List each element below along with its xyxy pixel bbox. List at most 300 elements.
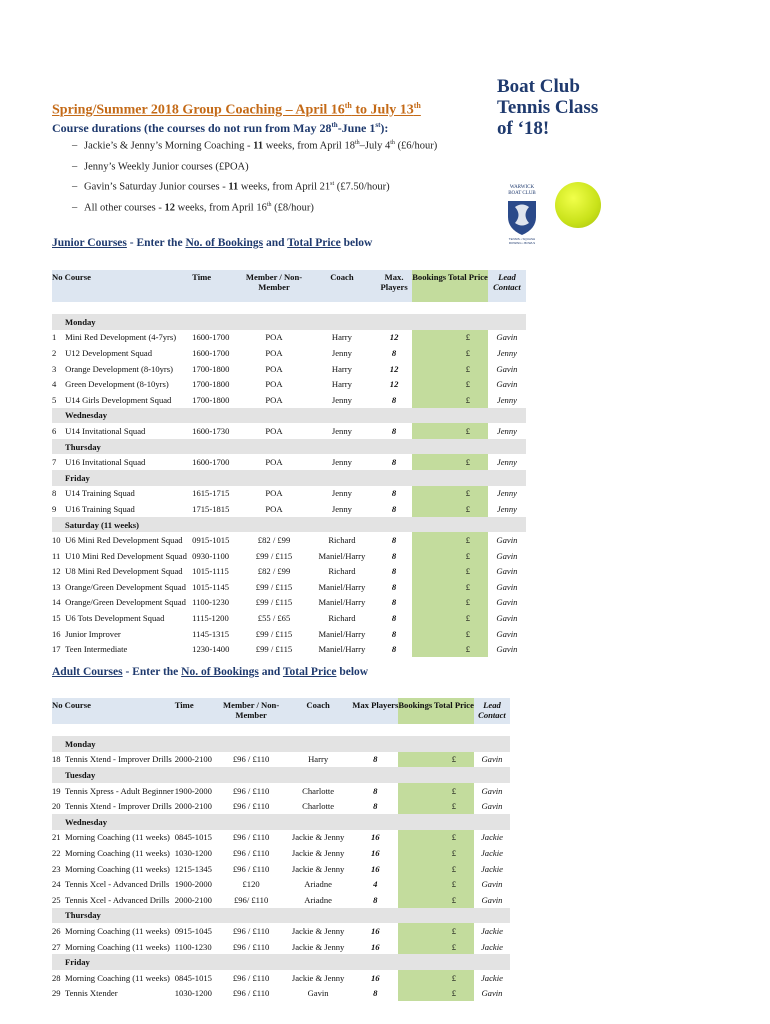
lead-contact: Jackie [480,941,503,952]
bookings-input[interactable] [398,892,434,908]
member-price: POA [265,379,283,390]
max-players: 8 [391,425,397,436]
bookings-input[interactable] [412,501,448,517]
bookings-input[interactable] [398,986,434,1002]
table-row [52,986,510,1002]
table-row [52,610,526,626]
bookings-input[interactable] [398,876,434,892]
total-price-input[interactable]: £ [448,626,488,642]
member-price: POA [265,488,283,499]
member-price: £96 / £110 [232,754,270,765]
coach-name: Jenny [331,347,352,358]
coach-name: Charlotte [302,785,335,796]
course-number: 15 [52,613,61,624]
lead-contact: Gavin [496,597,518,608]
day-header-row [52,954,510,970]
lead-contact: Jackie [480,972,503,983]
svg-text:ROWING • BOWLS: ROWING • BOWLS [508,241,536,245]
svg-text:WARWICK: WARWICK [509,185,535,190]
lead-contact: Gavin [496,613,518,624]
col-header-time: Time [192,272,212,282]
bullet-dash: – [72,140,78,151]
lead-contact: Gavin [496,644,518,655]
coach-name: Ariadne [304,879,332,890]
member-price: £96 / £110 [232,785,270,796]
course-time: 1715-1815 [192,503,230,514]
bookings-input[interactable] [412,548,448,564]
adult-courses-table [52,698,510,1001]
table-row [52,564,526,580]
course-number: 21 [52,832,61,843]
lead-contact: Gavin [481,801,503,812]
coach-name: Jenny [331,394,352,405]
coach-name: Maniel/Harry [318,550,366,561]
table-row [52,783,510,799]
course-name: Tennis Xtend - Improver Drills [64,754,172,765]
course-number: 27 [52,941,61,952]
total-price-input[interactable]: £ [434,861,474,877]
course-name: Morning Coaching (11 weeks) [64,972,170,983]
table-row [52,345,526,361]
bookings-input[interactable] [412,376,448,392]
course-name: U14 Training Squad [65,488,135,499]
col-header-lead-contact: Lead Contact [493,272,521,292]
course-time: 1600-1700 [192,457,230,468]
day-label: Saturday (11 weeks) [52,517,526,533]
course-time: 0915-1045 [174,925,212,936]
coach-name: Richard [328,613,356,624]
course-time: 1030-1200 [174,988,212,999]
table-row [52,330,526,346]
course-name: Green Development (8-10yrs) [65,379,169,390]
max-players: 8 [391,628,397,639]
course-name: U14 Girls Development Squad [65,394,172,405]
course-name: U8 Mini Red Development Squad [65,566,183,577]
max-players: 8 [391,566,397,577]
total-price-input[interactable]: £ [448,454,488,470]
coach-name: Richard [328,566,356,577]
club-title: Boat Club Tennis Class of ‘18! [497,76,599,139]
day-label: Thursday [52,439,526,455]
course-number: 2 [52,347,57,358]
member-price: POA [265,363,283,374]
day-header-row [52,767,510,783]
max-players: 8 [391,394,397,405]
lead-contact: Jenny [496,425,517,436]
max-players: 16 [370,847,380,858]
max-players: 4 [373,879,378,890]
bookings-input[interactable] [398,783,434,799]
member-price: £120 [242,879,260,890]
course-time: 1700-1800 [192,379,230,390]
duration-item: – Jackie’s & Jenny’s Morning Coaching - 11 weeks, from April 18th–July 4th (£6/hour) [72,140,438,152]
table-row [52,923,510,939]
bookings-input[interactable] [412,330,448,346]
bookings-input[interactable] [398,830,434,846]
max-players: 8 [391,535,397,546]
table-row [52,798,510,814]
lead-contact: Gavin [481,754,503,765]
coach-name: Jackie & Jenny [291,972,345,983]
col-header-no-course: No Course [52,272,91,282]
col-header-member: Member / Non- Member [223,700,280,720]
total-price-input[interactable]: £ [448,532,488,548]
course-name: Morning Coaching (11 weeks) [64,832,170,843]
course-time: 0845-1015 [174,832,212,843]
table-row [52,376,526,392]
course-time: 1230-1400 [192,644,230,655]
max-players: 12 [389,332,399,343]
col-header-bookings: Bookings [398,698,434,724]
total-price-input[interactable]: £ [434,986,474,1002]
member-price: £96 / £110 [232,863,270,874]
table-row [52,641,526,657]
col-header-max: Max. Players [380,272,408,292]
col-header-total-price: Total Price [434,698,474,724]
day-header-row [52,408,526,424]
course-time: 1030-1200 [174,847,212,858]
member-price: £96 / £110 [232,972,270,983]
course-name: U10 Mini Red Development Squad [65,550,187,561]
day-label: Wednesday [52,408,526,424]
course-time: 1215-1345 [174,863,212,874]
member-price: POA [265,394,283,405]
table-row [52,970,510,986]
col-header-coach: Coach [306,700,330,710]
bookings-input[interactable] [412,595,448,611]
total-price-input[interactable]: £ [448,579,488,595]
member-price: POA [265,503,283,514]
total-price-input[interactable]: £ [448,376,488,392]
course-name: Teen Intermediate [65,644,128,655]
course-time: 1015-1115 [192,566,229,577]
course-time: 1900-2000 [174,879,212,890]
table-row [52,454,526,470]
total-price-input[interactable]: £ [448,595,488,611]
duration-item: – Gavin’s Saturday Junior courses - 11 weeks, from April 21st (£7.50/hour) [72,181,390,193]
table-row [52,501,526,517]
course-number: 12 [52,566,61,577]
total-price-input[interactable]: £ [448,641,488,657]
course-number: 1 [52,332,57,343]
col-header-lead-contact: Lead Contact [478,700,506,720]
total-price-input[interactable]: £ [434,752,474,768]
course-number: 10 [52,535,61,546]
coach-name: Richard [328,535,356,546]
max-players: 12 [389,363,399,374]
bookings-input[interactable] [412,532,448,548]
lead-contact: Jackie [480,847,503,858]
course-name: Morning Coaching (11 weeks) [64,847,170,858]
coach-name: Jackie & Jenny [291,832,345,843]
col-header-max: Max Players [352,700,399,710]
day-label: Wednesday [52,814,510,830]
adult-courses-heading: Adult Courses - Enter the No. of Bookings and Total Price below [52,666,369,678]
member-price: £96 / £110 [232,941,270,952]
course-time: 1100-1230 [192,597,230,608]
member-price: £99 / £115 [255,628,293,639]
course-number: 23 [52,863,61,874]
course-name: U16 Training Squad [65,503,135,514]
day-label: Thursday [52,908,510,924]
course-name: Junior Improver [65,628,121,639]
day-label: Friday [52,470,526,486]
total-price-input[interactable]: £ [434,939,474,955]
total-price-input[interactable]: £ [434,783,474,799]
member-price: £96 / £110 [232,801,270,812]
table-row [52,876,510,892]
coach-name: Harry [331,332,352,343]
course-name: U6 Tots Development Squad [65,613,165,624]
lead-contact: Gavin [481,879,503,890]
col-header-coach: Coach [330,272,354,282]
lead-contact: Jenny [496,347,517,358]
member-price: £96 / £110 [232,832,270,843]
coach-name: Jenny [331,503,352,514]
course-name: Tennis Xtender [64,988,118,999]
member-price: £99 / £115 [255,550,293,561]
lead-contact: Gavin [481,785,503,796]
table-row [52,939,510,955]
total-price-input[interactable]: £ [434,892,474,908]
warwick-boat-club-logo [498,183,546,245]
course-time: 1700-1800 [192,394,230,405]
course-name: Mini Red Development (4-7yrs) [65,332,177,343]
table-row [52,548,526,564]
day-header-row [52,314,526,330]
bookings-input[interactable] [412,454,448,470]
coach-name: Harry [331,379,352,390]
total-price-input[interactable]: £ [448,501,488,517]
total-price-input[interactable]: £ [448,330,488,346]
course-number: 29 [52,988,61,999]
coach-name: Harry [331,363,352,374]
coach-name: Jenny [331,457,352,468]
course-number: 20 [52,801,61,812]
coach-name: Charlotte [302,801,335,812]
svg-text:BOAT CLUB: BOAT CLUB [508,191,536,196]
coach-name: Jackie & Jenny [291,925,345,936]
course-number: 28 [52,972,61,983]
course-time: 0915-1015 [192,535,230,546]
course-time: 1615-1715 [192,488,230,499]
member-price: £82 / £99 [257,535,291,546]
course-number: 18 [52,754,61,765]
course-number: 6 [52,425,57,436]
bookings-input[interactable] [412,579,448,595]
col-header-time: Time [174,700,194,710]
bookings-input[interactable] [412,423,448,439]
course-name: U16 Invitational Squad [65,457,146,468]
bookings-input[interactable] [412,626,448,642]
coach-name: Maniel/Harry [318,628,366,639]
bullet-dash: – [72,160,78,172]
course-name: Orange/Green Development Squad [65,581,186,592]
max-players: 8 [391,581,397,592]
bookings-input[interactable] [398,861,434,877]
course-name: Orange Development (8-10yrs) [65,363,174,374]
total-price-input[interactable]: £ [448,345,488,361]
member-price: POA [265,425,283,436]
day-label: Tuesday [52,767,510,783]
course-name: Tennis Xtend - Improver Drills [64,801,172,812]
tennis-ball-icon [555,182,601,228]
course-name: Tennis Xcel - Advanced Drills [64,894,170,905]
bookings-input[interactable] [412,345,448,361]
lead-contact: Gavin [496,332,518,343]
total-price-input[interactable]: £ [434,798,474,814]
table-row [52,532,526,548]
course-name: U14 Invitational Squad [65,425,146,436]
total-price-input[interactable]: £ [434,923,474,939]
day-header-row [52,470,526,486]
max-players: 16 [370,863,380,874]
member-price: £96 / £110 [232,925,270,936]
total-price-input[interactable]: £ [448,423,488,439]
bullet-dash: – [72,201,78,213]
lead-contact: Gavin [481,894,503,905]
max-players: 8 [391,550,397,561]
lead-contact: Gavin [496,566,518,577]
course-number: 25 [52,894,61,905]
course-name: Morning Coaching (11 weeks) [64,925,170,936]
bookings-input[interactable] [398,939,434,955]
lead-contact: Gavin [496,581,518,592]
course-number: 7 [52,457,57,468]
total-price-input[interactable]: £ [448,564,488,580]
max-players: 12 [389,379,399,390]
max-players: 8 [391,597,397,608]
junior-courses-table [52,270,526,657]
table-row [52,845,510,861]
total-price-input[interactable]: £ [448,361,488,377]
max-players: 8 [391,457,397,468]
course-number: 14 [52,597,61,608]
course-number: 13 [52,581,61,592]
duration-list [72,140,437,222]
course-number: 3 [52,363,57,374]
coach-name: Ariadne [304,894,332,905]
bookings-input[interactable] [398,923,434,939]
coach-name: Jenny [331,425,352,436]
bookings-input[interactable] [398,845,434,861]
member-price: POA [265,457,283,468]
table-row [52,892,510,908]
lead-contact: Gavin [496,628,518,639]
bullet-dash: – [72,181,78,192]
max-players: 16 [370,832,380,843]
bookings-input[interactable] [412,486,448,502]
member-price: £96 / £110 [232,988,270,999]
col-header-bookings: Bookings [412,270,448,302]
course-time: 1900-2000 [174,785,212,796]
duration-item: – Jenny’s Weekly Junior courses (£POA) [72,160,249,172]
course-name: Morning Coaching (11 weeks) [64,863,170,874]
max-players: 8 [391,503,397,514]
total-price-input[interactable]: £ [434,876,474,892]
course-name: U12 Development Squad [65,347,153,358]
bookings-input[interactable] [412,361,448,377]
bookings-input[interactable] [398,798,434,814]
table-row [52,861,510,877]
day-label: Monday [52,314,526,330]
coach-name: Jackie & Jenny [291,941,345,952]
total-price-input[interactable]: £ [434,830,474,846]
course-time: 1115-1200 [192,613,229,624]
bookings-input[interactable] [412,392,448,408]
course-number: 4 [52,379,57,390]
table-row [52,579,526,595]
course-name: Tennis Xpress - Adult Beginner [64,785,174,796]
course-time: 1600-1700 [192,332,230,343]
course-number: 26 [52,925,61,936]
duration-item: – All other courses - 12 weeks, from April 16th (£8/hour) [72,201,314,213]
max-players: 8 [373,894,378,905]
junior-courses-heading: Junior Courses - Enter the No. of Bookings and Total Price below [52,237,373,249]
course-name: Morning Coaching (11 weeks) [64,941,170,952]
course-name: Tennis Xcel - Advanced Drills [64,879,170,890]
course-number: 8 [52,488,57,499]
total-price-input[interactable]: £ [448,486,488,502]
total-price-input[interactable]: £ [448,610,488,626]
course-number: 5 [52,394,57,405]
course-number: 19 [52,785,61,796]
total-price-input[interactable]: £ [434,970,474,986]
member-price: POA [265,347,283,358]
coach-name: Jenny [331,488,352,499]
total-price-input[interactable]: £ [448,548,488,564]
course-number: 11 [52,550,61,561]
member-price: £55 / £65 [257,613,291,624]
max-players: 8 [373,988,378,999]
coach-name: Maniel/Harry [318,644,366,655]
day-label: Friday [52,954,510,970]
max-players: 8 [391,613,397,624]
max-players: 8 [373,754,378,765]
course-number: 16 [52,628,61,639]
coach-name: Maniel/Harry [318,597,366,608]
course-time: 1600-1730 [192,425,230,436]
total-price-input[interactable]: £ [448,392,488,408]
course-number: 22 [52,847,61,858]
table-row [52,752,510,768]
day-header-row [52,439,526,455]
course-number: 17 [52,644,61,655]
max-players: 16 [370,972,380,983]
course-time: 0845-1015 [174,972,212,983]
course-time: 0930-1100 [192,550,230,561]
member-price: £99 / £115 [255,644,293,655]
course-time: 1700-1800 [192,363,230,374]
course-time: 1145-1315 [192,628,230,639]
bookings-input[interactable] [398,970,434,986]
course-time: 2000-2100 [174,754,212,765]
total-price-input[interactable]: £ [434,845,474,861]
bookings-input[interactable] [412,564,448,580]
course-name: U6 Mini Red Development Squad [65,535,183,546]
bookings-input[interactable] [398,752,434,768]
coach-name: Jackie & Jenny [291,863,345,874]
lead-contact: Jackie [480,863,503,874]
bookings-input[interactable] [412,610,448,626]
member-price: £99 / £115 [255,597,293,608]
course-time: 2000-2100 [174,801,212,812]
bookings-input[interactable] [412,641,448,657]
lead-contact: Jenny [496,488,517,499]
page-title: Spring/Summer 2018 Group Coaching – April 16th to July 13th [52,101,421,118]
course-number: 9 [52,503,57,514]
lead-contact: Gavin [496,550,518,561]
